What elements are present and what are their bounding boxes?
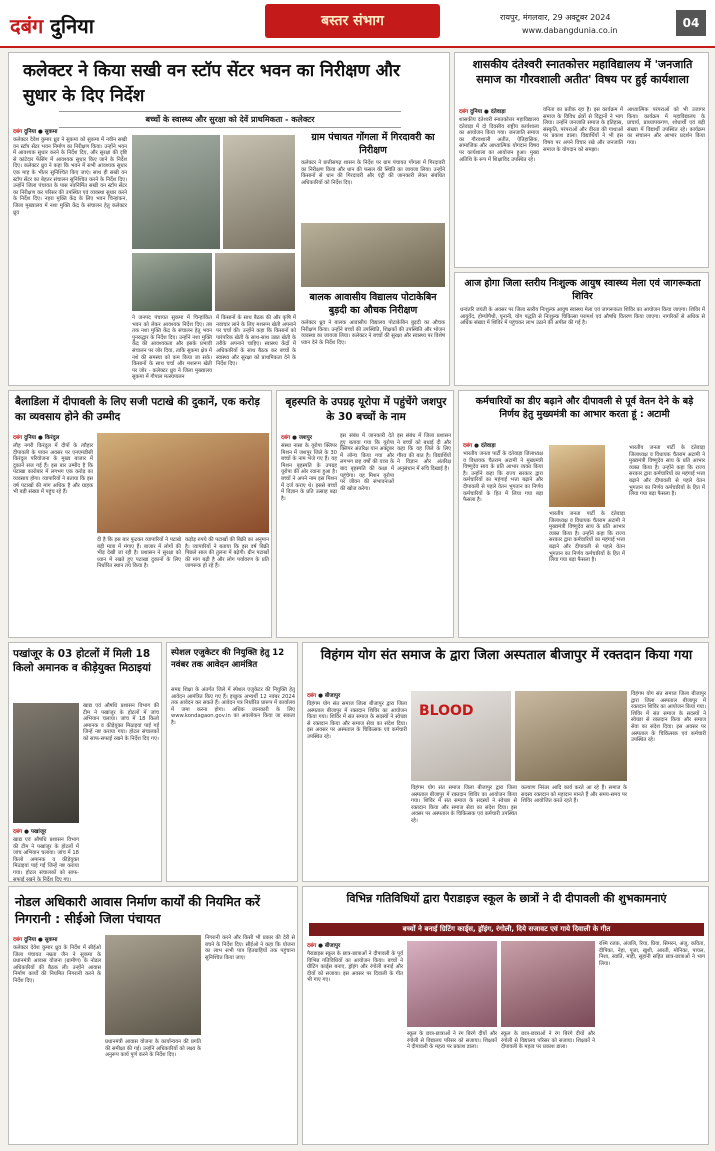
college-col1 bbox=[459, 107, 539, 265]
crackers-story bbox=[8, 390, 272, 638]
jupiter-story bbox=[276, 390, 454, 638]
crackers-photo bbox=[97, 433, 269, 533]
hotels-body: खाद्य एवं औषधि प्रशासन विभाग की टीम ने पखांजूर के होटलों में जांच अभियान चलाया। जांच में 18 किलो अमानक व कीड़ेयुक्त मिठाइयां पाई गईं जिन्हें नष्ट कराया गया। होटल संचालकों को साफ-सफाई रखने के निर्देश दिए गए। bbox=[83, 703, 159, 742]
blood-banner: BLOOD bbox=[419, 703, 474, 719]
crackers-body-3: कड़ोड़ रुपये की पटाखों की बिक्री का अनुमान है। व्यापारियों ने बताया कि इस वर्ष बिक्री पिछले साल की तुलना में बढ़ेगी। ग्रीन पटाखों की मांग बढ़ी है और लोग पर्यावरण के प्रति जागरूक हो रहे हैं। bbox=[185, 537, 269, 570]
lead-body-2: ने जनपद पंचायत सुकमा में चिन्हांकित भवन को लेकर आवश्यक निर्देश दिए। तब तक नशा मुक्ति केंद्र के संचालन हेतु भवन पुनरुद्धार के निर्देश दिए। उन्होंने नशा मुक्ति केंद्र की आवश्यकता और इसके प्रभावी संचालन पर जोर दिया, ताकि सुकमा क्षेत्र में नशे की समस्या को कम किया जा सके। किसानों के साथ चर्चा और मशरूम खेती पर जोर - कलेक्टर ध्रुव ने जिला मुख्यालय सुकमा में गौपाल मत्स्यपालन bbox=[132, 315, 212, 381]
vihangam-body-3: कल्याण निरंतर आदि कार्य करते आ रहे हैं। समाज के सदस्य रक्तदान को महादान मानते हैं और समय-समय पर शिविर आयोजित करते रहते हैं। bbox=[521, 785, 627, 805]
vihangam-byline: दबंग ● बीजापुर bbox=[307, 693, 341, 699]
village-photo bbox=[301, 223, 445, 287]
school-headline: विभिन्न गतिविधियों द्वारा पैराडाइज स्कूल के छात्रों ने दी दीपावली की शुभकामनाएं bbox=[346, 892, 667, 905]
da-portrait bbox=[549, 445, 605, 507]
college-body-2: वनिता का प्रतीक रहा है। इस कार्यक्रम में समाज के विविध क्षेत्रों से विद्वानों ने भाग लिया। उन्होंने जनजाति समाज के इतिहास, संस्कृति, परंपराओं और वीरता की गाथाओं पर प्रकाश डाला। विद्यार्थियों ने भी इस विषय पर अपने विचार रखे और जनजाति समाज के योगदान को समझा। bbox=[543, 107, 623, 153]
hotels-byline-wrap bbox=[13, 827, 79, 883]
hotels-byline: दबंग ● पखांजूर bbox=[13, 829, 47, 835]
da-col1 bbox=[463, 441, 543, 635]
jupiter-body-1: संस्था नासा के यूरोपा क्लिपर मिशन में जशपुर जिले के 30 बच्चों के नाम भेजे गए हैं। यह मिशन बृहस्पति के उपग्रह यूरोपा की ओर रवाना हुआ है। बच्चों ने अपने नाम इस मिशन में दर्ज कराए थे। इससे बच्चों में विज्ञान के प्रति उत्साह बढ़ा है। bbox=[281, 443, 337, 502]
masthead-date: रायपुर, मंगलवार, 29 अक्टूबर 2024 bbox=[500, 13, 611, 22]
school-story bbox=[302, 886, 709, 1145]
health-camp-story bbox=[454, 272, 709, 386]
school-byline: दबंग ● बीजापुर bbox=[307, 943, 341, 949]
lead-byline: दबंग दुनिया ● सुकमा bbox=[13, 129, 58, 135]
hotels-photo bbox=[13, 703, 79, 823]
da-body-2: भारतीय जनता पार्टी के दंतेवाड़ा जिलाध्यक्ष व विधायक चैतराम अटामी ने मुख्यमंत्री विष्णुदेव साय के प्रति आभार व्यक्त किया है। उन्होंने कहा कि राज्य सरकार द्वारा कर्मचारियों का महंगाई भत्ता बढ़ाने और दीपावली से पहले वेतन भुगतान का निर्णय कर्मचारियों के हित में लिया गया बड़ा फैसला है। bbox=[549, 511, 625, 564]
lead-subhead: बच्चों के स्वास्थ्य और सुरक्षा को देवें प्राथमिकता - कलेक्टर bbox=[59, 111, 401, 128]
lead-photo-1 bbox=[132, 135, 220, 249]
lead-photo-3 bbox=[132, 253, 212, 311]
village-headline: ग्राम पंचायत गोंगला में गिरदावरी का निरीक्षण bbox=[311, 132, 435, 156]
da-byline: दबंग ● दंतेवाड़ा bbox=[463, 443, 496, 449]
vihangam-body: विहंगम योग संत समाज जिला बीजापुर द्वारा जिला अस्पताल बीजापुर में रक्तदान शिविर का आयोजन किया गया। शिविर में संत समाज के सदस्यों ने स्वेच्छा से रक्तदान किया और समाज सेवा का संदेश दिया। इस अवसर पर अस्पताल के चिकित्सक एवं कर्मचारी उपस्थित रहे। bbox=[307, 701, 407, 740]
lead-story bbox=[8, 52, 450, 386]
vihangam-body-2: विहंगम योग संत समाज जिला बीजापुर द्वारा जिला अस्पताल बीजापुर में रक्तदान शिविर का आयोजन किया गया। शिविर में संत समाज के सदस्यों ने स्वेच्छा से रक्तदान किया और समाज सेवा का संदेश दिया। इस अवसर पर अस्पताल के चिकित्सक एवं कर्मचारी उपस्थित रहे। bbox=[411, 785, 517, 824]
nodal-headline: नोडल अधिकारी आवास निर्माण कार्यों की नियमित करें निगरानी : सीईओ जिला पंचायत bbox=[15, 894, 260, 926]
crackers-col1 bbox=[13, 433, 93, 635]
village-body: कलेक्टर ने छत्तीसगढ़ शासन के निर्देश पर ग्राम पंचायत गोंगला में गिरदावरी का निरीक्षण किया और धान की फसल की स्थिति का जायजा लिया। उन्होंने किसानों से धान की गिरदावरी और एंट्री की जानकारी लेकर संबंधित अधिकारियों को निर्देश दिए। bbox=[301, 160, 445, 186]
college-byline: दबंग दुनिया ● दंतेवाड़ा bbox=[459, 109, 506, 115]
section-banner bbox=[265, 4, 440, 38]
school-body-3: स्कूल के छात्र-छात्राओं ने रंग बिरंगे दीयों और रंगोली से विद्यालय परिसर को सजाया। शिक्षकों ने दीपावली के महत्व पर प्रकाश डाला। bbox=[501, 1031, 595, 1051]
lead-headline: कलेक्टर ने किया सखी वन स्टॉप सेंटर भवन का निरीक्षण और सुधार के दिए निर्देश bbox=[23, 61, 400, 106]
hotels-headline: पखांजूर के 03 होटलों में मिली 18 किलो अमानक व कीड़ेयुक्त मिठाइयां bbox=[13, 648, 151, 674]
hotels-body-2: खाद्य एवं औषधि प्रशासन विभाग की टीम ने पखांजूर के होटलों में जांच अभियान चलाया। जांच में 18 किलो अमानक व कीड़ेयुक्त मिठाइयां पाई गईं जिन्हें नष्ट कराया गया। होटल संचालकों को साफ-सफाई रखने के निर्देश दिए गए। bbox=[13, 837, 79, 883]
jupiter-headline: बृहस्पति के उपग्रह यूरोपा में पहुंचेंगे जशपुर के 30 बच्चों के नाम bbox=[285, 396, 447, 423]
college-body-3: आध्यात्मिक परंपराओं को भी उजागर किया। कार्यक्रम में महाविद्यालय के प्राचार्य, प्राध्यापकगण, शोधार्थी एवं बड़ी संख्या में विद्यार्थी उपस्थित रहे। कार्यक्रम का संचालन और आभार प्रदर्शन किया गया। bbox=[627, 107, 705, 146]
lead-photo-4 bbox=[215, 253, 295, 311]
school-body-4: रश्मि रजक, अंजलि, रिया, प्रिया, सिमरन, अंजू, कविता, दीपिका, नेहा, पूजा, खुशी, आरती, मोनिका, पायल, निशा, स्वाति, माही, सुहानी सहित छात्र-छात्राओं ने भाग लिया। bbox=[599, 941, 705, 967]
college-headline: शासकीय दंतेश्वरी स्नातकोत्तर महाविद्यालय में 'जनजाति समाज का गौरवशाली अतीत' विषय पर हुई कार्यशाला bbox=[472, 58, 693, 86]
nodal-col1 bbox=[13, 935, 101, 1141]
vihangam-col1 bbox=[307, 691, 407, 879]
nodal-story bbox=[8, 886, 298, 1145]
crackers-body-2: दी है कि इस बार फुटकर व्यापारियों ने पटाखे बड़ी मात्रा में मंगाए हैं। बाजार में लोगों की भीड़ देखी जा रही है। प्रशासन ने सुरक्षा को ध्यान में रखते हुए पटाखा दुकानों के लिए निर्धारित स्थान तय किया है। bbox=[97, 537, 181, 570]
da-headline: कर्मचारियों का डीए बढ़ाने और दीपावली से पूर्व वेतन देने के बड़े निर्णय हेतु मुख्यमंत्री का आभार करता हूं : अटामी bbox=[475, 396, 694, 420]
health-camp-body: धन्वंतरि जयंती के अवसर पर जिला स्तरीय निःशुल्क आयुष स्वास्थ्य मेला एवं जागरूकता शिविर का आयोजन किया जाएगा। शिविर में आयुर्वेद, होम्योपैथी, यूनानी, योग पद्धति से निःशुल्क चिकित्सा परामर्श एवं औषधि वितरण किया जाएगा। नागरिकों से अधिक से अधिक संख्या में शिविर में पहुंचकर लाभ उठाने की अपील की गई है। bbox=[460, 307, 705, 327]
school-photo-1 bbox=[407, 941, 497, 1027]
page-number: 04 bbox=[676, 10, 706, 36]
health-camp-headline: आज होगा जिला स्तरीय निःशुल्क आयुष स्वास्थ्य मेला एवं जागरूकता शिविर bbox=[464, 278, 701, 302]
da-body: भारतीय जनता पार्टी के दंतेवाड़ा जिलाध्यक्ष व विधायक चैतराम अटामी ने मुख्यमंत्री विष्णुदेव साय के प्रति आभार व्यक्त किया है। उन्होंने कहा कि राज्य सरकार द्वारा कर्मचारियों का महंगाई भत्ता बढ़ाने और दीपावली से पहले वेतन भुगतान का निर्णय कर्मचारियों के हित में लिया गया बड़ा फैसला है। bbox=[463, 451, 543, 504]
educator-headline: स्पेशल एजुकेटर की नियुक्ति हेतु 12 नवंबर तक आवेदन आमंत्रित bbox=[171, 648, 285, 670]
school-body-2: स्कूल के छात्र-छात्राओं ने रंग बिरंगे दीयों और रंगोली से विद्यालय परिसर को सजाया। शिक्षकों ने दीपावली के महत्व पर प्रकाश डाला। bbox=[407, 1031, 497, 1051]
lead-body-1: कलेक्टर देवेश कुमार ध्रुव ने सुकमा को सुकमा में नवीन सखी वन स्टॉप सेंटर भवन निर्माण का निरीक्षण किया। उन्होंने भवन में आवश्यक सुधार करने के निर्देश दिए, और सुरक्षा की दृष्टि से कांटेदार फेंसिंग में आवश्यक सुधार किए जाने के निर्देश दिए। कलेक्टर ध्रुव ने कहा कि भवन में सभी आवश्यक सुधार एक माह के भीतर सुनिश्चित किए जाएं। साथ ही सखी वन स्टॉप सेंटर का बेहतर संचालन सुनिश्चित करने के निर्देश दिए। उन्होंने जिला पंचायत के पास नवनिर्मित सखी वन स्टॉप सेंटर का निरीक्षण कर परिसर की उपस्थित एवं व्यवस्था सुधार करने के निर्देश दिए। नहरा मुक्ति केंद्र के लिए भवन चिन्हांकन, जिला मुख्यालय में नशा मुक्ति केंद्र के संचालन हेतु कलेक्टर ध्रुव bbox=[13, 137, 127, 216]
nodal-body-2: प्रधानमंत्री आवास योजना के कार्यान्वयन की प्रगति की समीक्षा की गई। उन्होंने अधिकारियों को लक्ष्य के अनुरूप कार्य पूर्ण करने के निर्देश दिए। bbox=[105, 1039, 201, 1059]
school-col1 bbox=[307, 941, 403, 1141]
vihangam-headline: विहंगम योग संत समाज के द्वारा जिला अस्पताल बीजापुर में रक्तदान किया गया bbox=[320, 648, 693, 663]
vihangam-story bbox=[302, 642, 709, 882]
school-body-1: पैराडाइस स्कूल के छात्र-छात्राओं ने दीपावली के पूर्व विभिन्न गतिविधियों का आयोजन किया। बच्चों ने ग्रीटिंग कार्ड्स बनाए, ड्रॉइंग और रंगोली बनाई और दीयों को सजाया। इस अवसर पर दिवाली के गीत भी गाए गए। bbox=[307, 951, 403, 984]
jupiter-col1 bbox=[281, 433, 337, 635]
lead-photo-2 bbox=[223, 135, 295, 249]
logo-part-a: दबंग bbox=[10, 14, 44, 38]
da-story bbox=[458, 390, 709, 638]
jupiter-byline: दबंग ● जशपुर bbox=[281, 435, 313, 441]
village-story bbox=[301, 131, 445, 383]
nodal-body-3: निगरानी करने और किसी भी प्रकार की देरी से बचने के निर्देश दिए। सीईओ ने कहा कि योजना का लाभ सभी पात्र हितग्राहियों तक पहुंचाना सुनिश्चित किया जाए। bbox=[205, 935, 295, 961]
educator-body: समग्र शिक्षा के अंतर्गत जिले में स्पेशल एजुकेटर की नियुक्ति हेतु आवेदन आमंत्रित किए गए हैं। इच्छुक अभ्यर्थी 12 नवंबर 2024 तक आवेदन कर सकते हैं। आवेदन पत्र निर्धारित प्रारूप में कार्यालय में जमा करना होगा। अधिक जानकारी के लिए www.kondagaon.gov.in का अवलोकन किया जा सकता है। bbox=[171, 687, 295, 726]
hotels-story bbox=[8, 642, 162, 882]
vihangam-photo-1 bbox=[411, 691, 511, 781]
nodal-photo bbox=[105, 935, 201, 1035]
masthead bbox=[0, 0, 715, 48]
crackers-headline: बैलाडिला में दीपावली के लिए सजी पटाखे की दुकानें, एक करोड़ का व्यवसाय होने की उम्मीद bbox=[15, 396, 260, 423]
nodal-byline: दबंग दुनिया ● सुकमा bbox=[13, 937, 58, 943]
lead-col1 bbox=[13, 127, 127, 385]
section-title: बस्तर संभाग bbox=[321, 13, 384, 29]
college-body-1: शासकीय दंतेश्वरी स्नातकोत्तर महाविद्यालय दंतेवाड़ा में दो दिवसीय राष्ट्रीय कार्यशाला का आयोजन किया गया। जनजाति समाज का गौरवशाली अतीत, ऐतिहासिक, सामाजिक और आध्यात्मिक योगदान विषय पर कार्यशाला का आयोजन हुआ। मुख्य अतिथि के रूप में शिक्षाविद उपस्थित रहे। bbox=[459, 117, 539, 163]
vihangam-body-4: विहंगम योग संत समाज जिला बीजापुर द्वारा जिला अस्पताल बीजापुर में रक्तदान शिविर का आयोजन किया गया। शिविर में संत समाज के सदस्यों ने स्वेच्छा से रक्तदान किया और समाज सेवा का संदेश दिया। इस अवसर पर अस्पताल के चिकित्सक एवं कर्मचारी उपस्थित रहे। bbox=[631, 691, 706, 744]
nodal-body-1: कलेक्टर देवेश कुमार ध्रुव के निर्देश में सीईओ जिला पंचायत नम्रता जैन ने सुकमा के प्रधानमंत्री आवास योजना (ग्रामीण) के नोडल अधिकारियों की बैठक ली। उन्होंने आवास निर्माण कार्यों की नियमित निगरानी करने के निर्देश दिए। bbox=[13, 945, 101, 984]
college-story bbox=[454, 52, 709, 268]
school-photo-2 bbox=[501, 941, 595, 1027]
da-body-3: भारतीय जनता पार्टी के दंतेवाड़ा जिलाध्यक्ष व विधायक चैतराम अटामी ने मुख्यमंत्री विष्णुदेव साय के प्रति आभार व्यक्त किया है। उन्होंने कहा कि राज्य सरकार द्वारा कर्मचारियों का महंगाई भत्ता बढ़ाने और दीपावली से पहले वेतन भुगतान का निर्णय कर्मचारियों के हित में लिया गया बड़ा फैसला है। bbox=[629, 445, 705, 498]
logo-part-b: दुनिया bbox=[50, 14, 94, 38]
lead-body-3: में किसानों के साथ बैठक की और कृषि में नवाचार लाने के लिए मशरूम खेती अपनाने पर चर्चा की। उन्होंने कहा कि किसानों को पारंपरिक खेती के साथ-साथ उन्नत खेती के तरीके अपनाने चाहिए। स्वास्थ्य केंद्रों में अधिकारियों के साथ बैठक कर बच्चों के स्वास्थ्य और सुरक्षा को प्राथमिकता देने के निर्देश दिए। bbox=[216, 315, 296, 368]
masthead-url[interactable]: www.dabangdunia.co.in bbox=[522, 26, 618, 35]
masthead-logo[interactable] bbox=[10, 12, 94, 39]
school-inspection-headline: बालक आवासीय विद्यालय पोटाकेबिन बुड़दी का औचक निरीक्षण bbox=[309, 292, 437, 316]
jupiter-body-2: इस संबंध में जानकारी देते हुए बताया गया कि यूरोपा क्लिपर अंतरिक्ष यान अक्टूबर में लॉन्च किया गया और लगभग छह वर्षों की यात्रा के बाद बृहस्पति की कक्षा में पहुंचेगा। यह मिशन यूरोपा पर जीवन की संभावनाओं की खोज करेगा। bbox=[340, 433, 394, 492]
jupiter-body-3: इस संबंध में जिला प्रशासन ने बच्चों को बधाई दी और कहा कि यह जिले के लिए गौरव की बात है। विद्यार्थियों ने विज्ञान और अंतरिक्ष अनुसंधान में रुचि दिखाई है। bbox=[397, 433, 451, 472]
crackers-byline: दबंग दुनिया ● किरंदुल bbox=[13, 435, 60, 441]
school-subhead: बच्चों ने बनाई ग्रिटिंग कार्ड्स, ड्रॉइंग, रंगोली, दिये सजावट एवं गाये दिवाली के गीत bbox=[309, 923, 704, 936]
school-inspection-body: कलेक्टर ध्रुव ने बालक आवासीय विद्यालय पोटाकेबिन बुड़दी का औचक निरीक्षण किया। उन्होंने बच्चों की उपस्थिति, शिक्षकों की उपस्थिति और भोजन व्यवस्था का जायजा लिया। कलेक्टर ने बच्चों की सुरक्षा और स्वास्थ्य पर विशेष ध्यान देने के निर्देश दिए। bbox=[301, 320, 445, 346]
educator-story bbox=[166, 642, 298, 882]
crackers-body-1: लौह नगरी किरंदुल में दीपों के त्यौहार दीपावली के पावन अवसर पर एनएमडीसी किरंदुल परियोजना के मुख्य बाजार में दुकानें सज गई हैं। इस बार उम्मीद है कि पटाखा कारोबार में लगभग एक करोड़ का व्यवसाय होगा। व्यापारियों ने बताया कि इस वर्ष पटाखों की मांग अधिक है और ग्राहक भी बड़ी संख्या में पहुंच रहे हैं। bbox=[13, 443, 93, 496]
health-camp-body-wrap bbox=[460, 307, 705, 383]
vihangam-photo-2 bbox=[515, 691, 627, 781]
